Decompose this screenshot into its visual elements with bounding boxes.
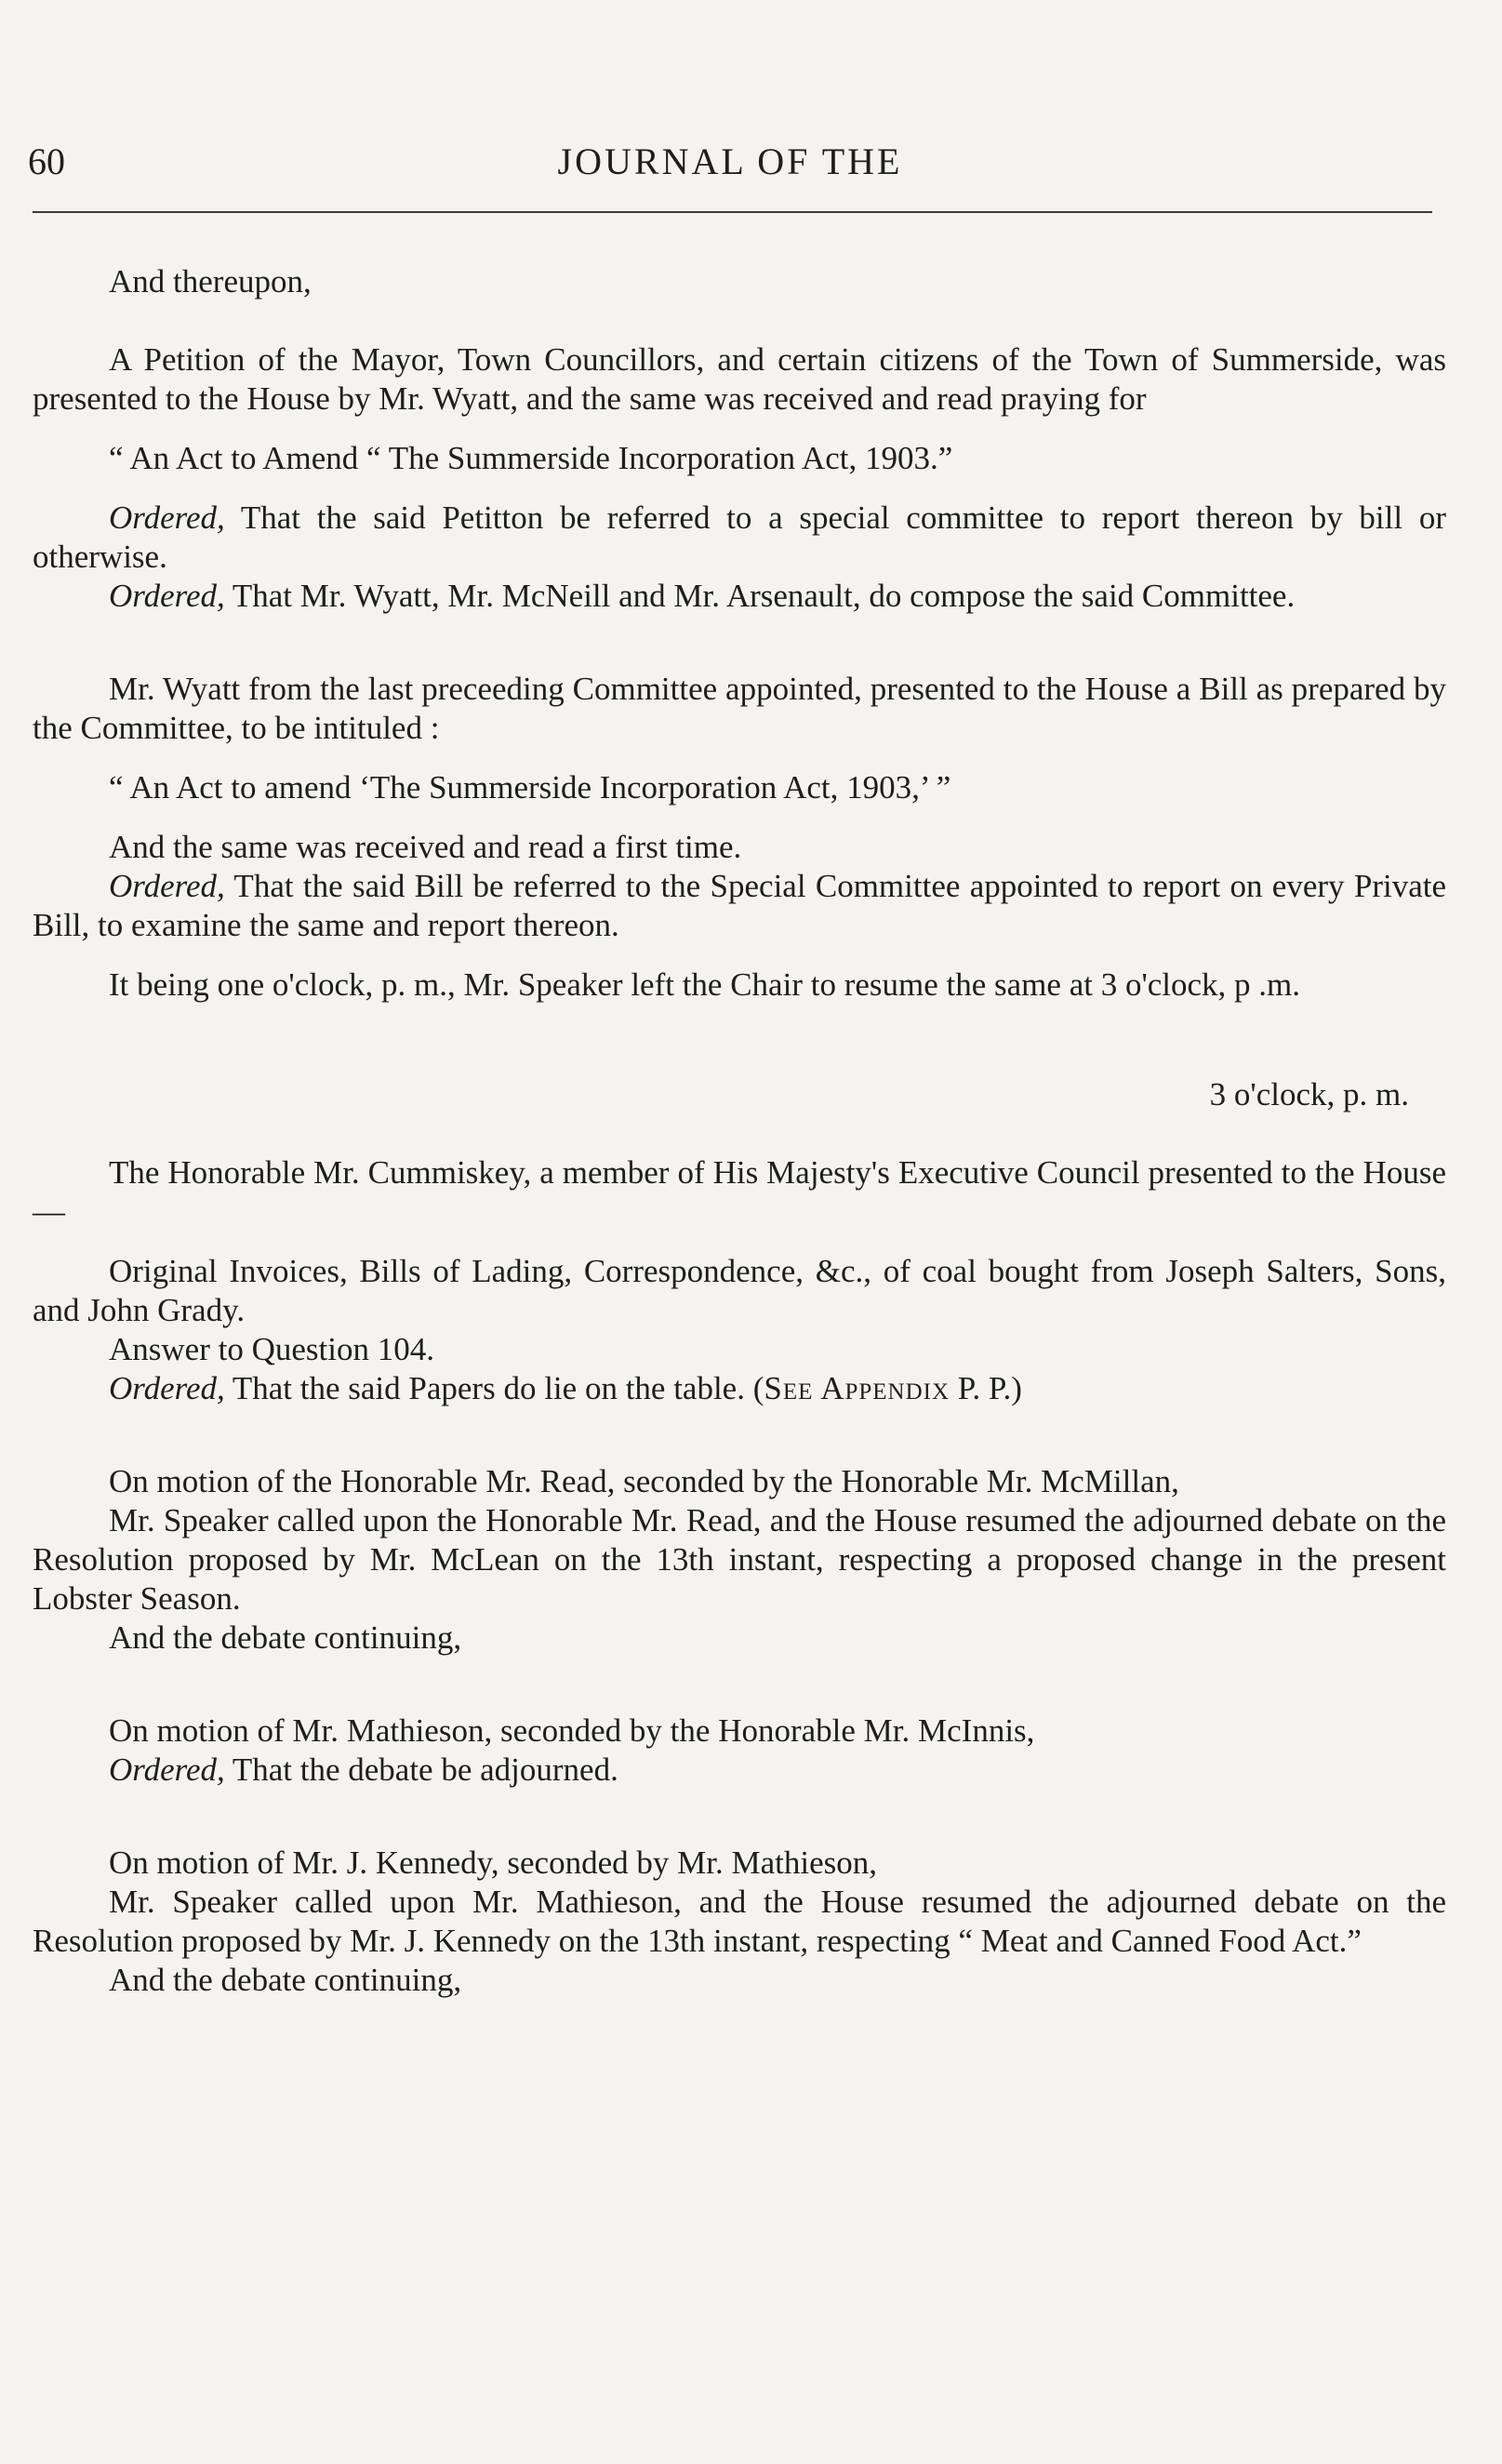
paragraph: Mr. Speaker called upon the Honorable Mr. Read, and the House resumed the adjourned debate on the Resolution proposed by Mr. McLean on the 13th instant, respecting a proposed change in the present Lobster Season.	[33, 1502, 1446, 1617]
paragraph: Mr. Speaker called upon Mr. Mathieson, and the House resumed the adjourned debate on the Resolution proposed by Mr. J. Kennedy on the 13th instant, respecting “ Meat and Canned Food Act.”	[33, 1884, 1446, 1959]
time-heading: 3 o'clock, p. m.	[1209, 1076, 1409, 1112]
ordered-label: Ordered,	[109, 868, 225, 904]
motion-paragraph: On motion of the Honorable Mr. Read, seconded by the Honorable Mr. McMillan,	[109, 1463, 1179, 1499]
order-text: That the said Bill be referred to the Special Committee appointed to report on every Private Bill, to examine the same and report thereon.	[33, 868, 1446, 943]
order-text: That Mr. Wyatt, Mr. McNeill and Mr. Arsenault, do compose the said Committee.	[224, 578, 1296, 614]
motion-paragraph: On motion of Mr. J. Kennedy, seconded by Mr. Mathieson,	[109, 1845, 877, 1881]
committee-paragraph: Mr. Wyatt from the last preceeding Committee appointed, presented to the House a Bill as prepared by the Committee, to be intituled :	[33, 671, 1446, 746]
order-paragraph	[33, 499, 1446, 577]
paragraph: And the debate continuing,	[109, 1962, 462, 1998]
header-rule	[33, 211, 1432, 213]
ordered-label: Ordered,	[109, 578, 225, 614]
paragraph: It being one o'clock, p. m., Mr. Speaker left the Chair to resume the same at 3 o'clock, p .m.	[109, 966, 1301, 1003]
order-paragraph	[33, 1751, 1446, 1790]
order-text: That the said Papers do lie on the table. (	[224, 1370, 764, 1406]
motion-paragraph: On motion of Mr. Mathieson, seconded by the Honorable Mr. McInnis,	[109, 1712, 1035, 1749]
page-number: 60	[28, 140, 65, 182]
order-paragraph	[33, 577, 1446, 616]
paragraph: And the debate continuing,	[109, 1619, 462, 1656]
paragraph: And the same was received and read a first time.	[109, 829, 742, 865]
order-paragraph	[33, 867, 1446, 945]
journal-body	[33, 262, 1446, 2000]
bill-title: “ An Act to amend ‘The Summerside Incorporation Act, 1903,’ ”	[109, 769, 951, 806]
order-text: That the debate be adjourned.	[224, 1751, 618, 1788]
ordered-label: Ordered,	[109, 1370, 225, 1406]
appendix-ref-end: P. P.)	[950, 1370, 1022, 1406]
paragraph: Answer to Question 104.	[109, 1331, 434, 1367]
ordered-label: Ordered,	[109, 1751, 225, 1788]
paragraph: The Honorable Mr. Cummiskey, a member of His Majesty's Executive Council presented to the House—	[33, 1154, 1446, 1230]
order-text: That the said Petitton be referred to a special committee to report thereon by bill or otherwise.	[33, 499, 1446, 575]
petition-paragraph: A Petition of the Mayor, Town Councillors, and certain citizens of the Town of Summerside, was presented to the House by Mr. Wyatt, and the same was received and read praying for	[33, 341, 1446, 417]
order-paragraph	[33, 1369, 1446, 1408]
act-title: “ An Act to Amend “ The Summerside Incorporation Act, 1903.”	[109, 440, 953, 476]
page-title: JOURNAL OF THE	[557, 140, 903, 182]
ordered-label: Ordered,	[109, 499, 225, 536]
paragraph: And thereupon,	[109, 263, 312, 300]
paragraph: Original Invoices, Bills of Lading, Correspondence, &c., of coal bought from Joseph Salters, Sons, and John Grady.	[33, 1253, 1446, 1328]
page-header	[28, 140, 1432, 186]
appendix-ref: See Appendix	[764, 1370, 950, 1406]
